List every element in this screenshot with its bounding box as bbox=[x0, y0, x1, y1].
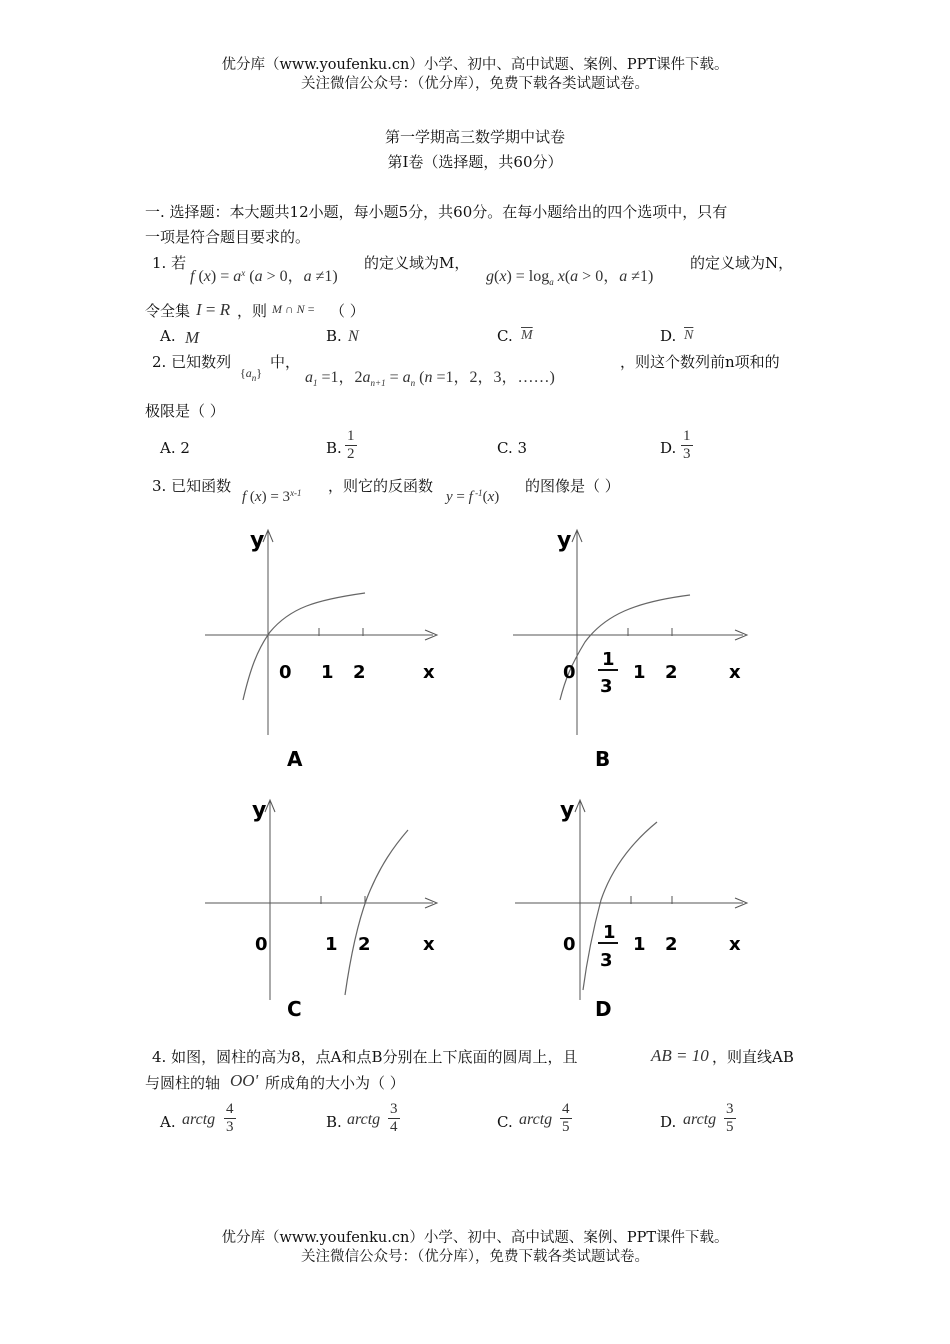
header-line-2: 关注微信公众号：（优分库），免费下载各类试题试卷。 bbox=[301, 76, 649, 92]
q2-option-a-label: A. bbox=[160, 439, 176, 457]
q2-option-a-value: 2 bbox=[180, 439, 190, 457]
q4-option-b-fn: arctg bbox=[347, 1111, 381, 1128]
q1-universal-set: I = R bbox=[196, 300, 231, 319]
frac-den: 3 bbox=[600, 676, 613, 697]
curve bbox=[583, 822, 657, 990]
q4-option-d-fraction: $\frac{3}{5}$ bbox=[726, 1101, 734, 1135]
tick-label-0: 0 bbox=[563, 662, 576, 683]
q4-ab-expr: AB = 10 bbox=[651, 1046, 709, 1065]
q4-option-b-label[interactable]: B. bbox=[326, 1113, 342, 1131]
footer-line-1: 优分库（www.youfenku.cn）小学、初中、高中试题、案例、PPT课件下载。 bbox=[221, 1230, 729, 1246]
q4-option-c-fraction: $\frac{4}{5}$ bbox=[562, 1101, 570, 1135]
q2-option-b-label[interactable]: B. bbox=[326, 439, 342, 457]
q1-paren: （ ） bbox=[330, 302, 365, 320]
tick-label-0: 0 bbox=[255, 934, 268, 955]
q2-option-d-fraction: $\frac{1}{3}$ bbox=[683, 428, 691, 462]
curve bbox=[345, 830, 408, 995]
tick-label-0: 0 bbox=[279, 662, 292, 683]
q4-option-c-fn: arctg bbox=[519, 1111, 553, 1128]
q2-option-c-label: C. bbox=[497, 439, 513, 457]
q4-axis: OO' bbox=[230, 1071, 259, 1090]
q1-option-b-value: N bbox=[348, 328, 359, 345]
q2-mid: 中， bbox=[270, 353, 301, 371]
q1-intersection: M ∩ N = bbox=[272, 302, 315, 316]
y-label: y bbox=[252, 798, 267, 823]
q4-line2-b: 所成角的大小为（ ） bbox=[265, 1074, 405, 1092]
q1-mid: 的定义域为M， bbox=[364, 254, 470, 272]
caption: D bbox=[595, 997, 612, 1021]
caption: A bbox=[287, 747, 303, 771]
graph-a[interactable] bbox=[195, 520, 455, 779]
q4-line1-b: ，则直线AB bbox=[712, 1048, 794, 1066]
y-label: y bbox=[250, 528, 265, 553]
exam-title: 第一学期高三数学期中试卷 bbox=[384, 128, 565, 146]
caption: C bbox=[287, 997, 302, 1021]
q4-option-c-label[interactable]: C. bbox=[497, 1113, 513, 1131]
q2-option-d-label[interactable]: D. bbox=[660, 439, 677, 457]
q1-option-c-label[interactable]: C. bbox=[497, 327, 513, 345]
x-label: x bbox=[423, 934, 435, 955]
tick-label-1: 1 bbox=[321, 662, 334, 683]
q2-option-c-value: 3 bbox=[517, 439, 528, 457]
q2-option-a[interactable] bbox=[160, 438, 190, 458]
q3-mid: ，则它的反函数 bbox=[328, 477, 434, 495]
q4-option-b-fraction: $\frac{3}{4}$ bbox=[390, 1101, 398, 1135]
q4-option-d-label[interactable]: D. bbox=[660, 1113, 677, 1131]
q4-option-a-label[interactable]: A. bbox=[160, 1113, 176, 1131]
caption: B bbox=[595, 747, 611, 771]
q3-prefix: 3. 已知函数 bbox=[152, 477, 232, 495]
footer-line-2: 关注微信公众号：（优分库），免费下载各类试题试卷。 bbox=[301, 1249, 649, 1265]
q4-option-a-fn: arctg bbox=[182, 1111, 216, 1128]
y-label: y bbox=[560, 798, 575, 823]
y-label: y bbox=[557, 528, 572, 553]
header-line-1: 优分库（www.youfenku.cn）小学、初中、高中试题、案例、PPT课件下载。 bbox=[221, 57, 729, 73]
q1-suffix: 的定义域为N， bbox=[690, 254, 794, 272]
tick-label-2: 2 bbox=[358, 934, 371, 955]
tick-label-1: 1 bbox=[633, 662, 646, 683]
graph-d[interactable] bbox=[505, 790, 765, 1034]
q2-option-b-fraction: $\frac{1}{2}$ bbox=[347, 428, 355, 462]
x-label: x bbox=[729, 662, 741, 683]
q1-option-a-value: M bbox=[185, 328, 200, 347]
q2-recurrence: $a_1 =1$，$2a_{n+1} = a_n$ (n =1，2，3，……) bbox=[305, 369, 555, 388]
tick-label-2: 2 bbox=[353, 662, 366, 683]
q4-line1-a: 4. 如图，圆柱的高为8，点A和点B分别在上下底面的圆周上，且 bbox=[152, 1048, 578, 1066]
curve bbox=[243, 593, 365, 700]
q1-formula-g: $g(x) = \log_a x(a > 0$，a ≠1) bbox=[486, 268, 654, 287]
q2-prefix: 2. 已知数列 bbox=[152, 353, 232, 371]
tick-label-1: 1 bbox=[633, 934, 646, 955]
q4-option-d-fn: arctg bbox=[683, 1111, 717, 1128]
q2-sequence: $\{a_n\}$ bbox=[240, 366, 263, 383]
frac-den: 3 bbox=[600, 950, 613, 971]
tick-label-1: 1 bbox=[325, 934, 338, 955]
tick-label-2: 2 bbox=[665, 662, 678, 683]
q1-formula-f: f $(x) = a^x$ (a > 0，a ≠1) bbox=[190, 268, 338, 285]
q1-option-d-label[interactable]: D. bbox=[660, 327, 677, 345]
x-label: x bbox=[729, 934, 741, 955]
frac-num: 1 bbox=[602, 649, 615, 670]
q3-function: f $(x) = 3^{x-1}$ bbox=[242, 488, 302, 505]
q3-suffix: 的图像是（ ） bbox=[525, 477, 620, 495]
q1-option-d-value: $\overline{N}$ bbox=[684, 328, 694, 343]
graph-c[interactable] bbox=[195, 790, 455, 1034]
q1-option-a-label[interactable]: A. bbox=[160, 327, 176, 345]
frac-num: 1 bbox=[603, 922, 616, 943]
q1-line2-b: ，则 bbox=[237, 302, 268, 320]
curve bbox=[560, 595, 690, 700]
q2-option-c[interactable] bbox=[497, 438, 527, 458]
q2-suffix: ，则这个数列前n项和的 bbox=[620, 353, 780, 371]
section-intro-line-1: 一. 选择题：本大题共12小题，每小题5分，共60分。在每小题给出的四个选项中，只有 bbox=[145, 203, 728, 221]
section-intro-line-2: 一项是符合题目要求的。 bbox=[145, 228, 311, 246]
q1-option-b-label[interactable]: B. bbox=[326, 327, 342, 345]
q1-prefix: 1. 若 bbox=[152, 254, 187, 272]
graph-b[interactable] bbox=[505, 520, 765, 779]
exam-subtitle: 第I卷（选择题，共60分） bbox=[387, 153, 563, 171]
q4-option-a-fraction: $\frac{4}{3}$ bbox=[226, 1101, 234, 1135]
q3-inverse-function: y = f $^{-1}$(x) bbox=[446, 488, 500, 505]
x-label: x bbox=[423, 662, 435, 683]
q1-line2-a: 令全集 bbox=[145, 302, 191, 320]
q2-line2: 极限是（ ） bbox=[145, 402, 225, 420]
tick-label-0: 0 bbox=[563, 934, 576, 955]
q4-line2-a: 与圆柱的轴 bbox=[145, 1074, 221, 1092]
tick-label-2: 2 bbox=[665, 934, 678, 955]
q1-option-c-value: $\overline{M}$ bbox=[521, 328, 533, 343]
